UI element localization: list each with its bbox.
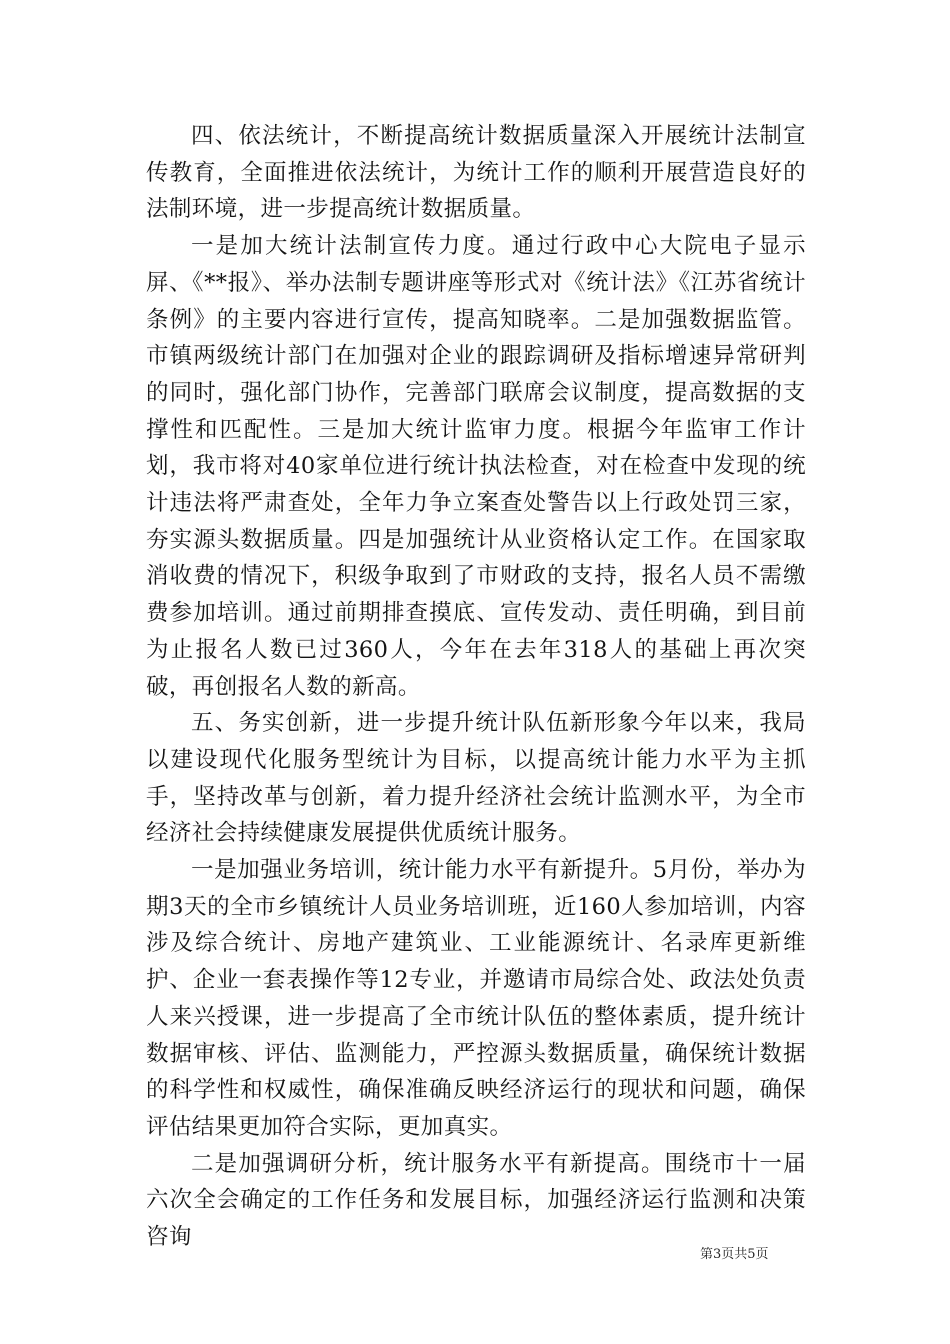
paragraph-research-analysis: 二是加强调研分析，统计服务水平有新提高。围绕市十一届六次全会确定的工作任务和发展目标，加强经济运行监测和决策咨询: [146, 1150, 806, 1251]
paragraph-business-training: 一是加强业务培训，统计能力水平有新提升。5月份，举办为期3天的全市乡镇统计人员业务培训班，近160人参加培训，内容涉及综合统计、房地产建筑业、工业能源统计、名录库更新维护、企业一套表操作等12专业，并邀请市局综合处、政法处负责人来兴授课，进一步提高了全市统计队伍的整体素质，提升统计数据审核、评估、监测能力，严控源头数据质量，确保统计数据的科学性和权威性，确保准确反映经济运行的现状和问题，确保评估结果更加符合实际，更加真实。: [146, 857, 806, 1140]
document-body: [146, 118, 806, 1256]
page-number-footer: 第3页共5页: [700, 1247, 769, 1262]
paragraph-legal-statistics-measures: 一是加大统计法制宣传力度。通过行政中心大院电子显示屏、《**报》、举办法制专题讲座等形式对《统计法》《江苏省统计条例》的主要内容进行宣传，提高知晓率。二是加强数据监管。市镇两级统计部门在加强对企业的跟踪调研及指标增速异常研判的同时，强化部门协作，完善部门联席会议制度，提高数据的支撑性和匹配性。三是加大统计监审力度。根据今年监审工作计划，我市将对40家单位进行统计执法检查，对在检查中发现的统计违法将严肃查处，全年力争立案查处警告以上行政处罚三家，夯实源头数据质量。四是加强统计从业资格认定工作。在国家取消收费的情况下，积级争取到了市财政的支持，报名人员不需缴费参加培训。通过前期排查摸底、宣传发动、责任明确，到目前为止报名人数已过360人，今年在去年318人的基础上再次突破，再创报名人数的新高。: [146, 233, 806, 700]
paragraph-section-five-heading: 五、务实创新，进一步提升统计队伍新形象今年以来，我局以建设现代化服务型统计为目标，以提高统计能力水平为主抓手，坚持改革与创新，着力提升经济社会统计监测水平，为全市经济社会持续健康发展提供优质统计服务。: [146, 710, 806, 847]
paragraph-section-four-heading: 四、依法统计，不断提高统计数据质量深入开展统计法制宣传教育，全面推进依法统计，为统计工作的顺利开展营造良好的法制环境，进一步提高统计数据质量。: [146, 123, 806, 223]
